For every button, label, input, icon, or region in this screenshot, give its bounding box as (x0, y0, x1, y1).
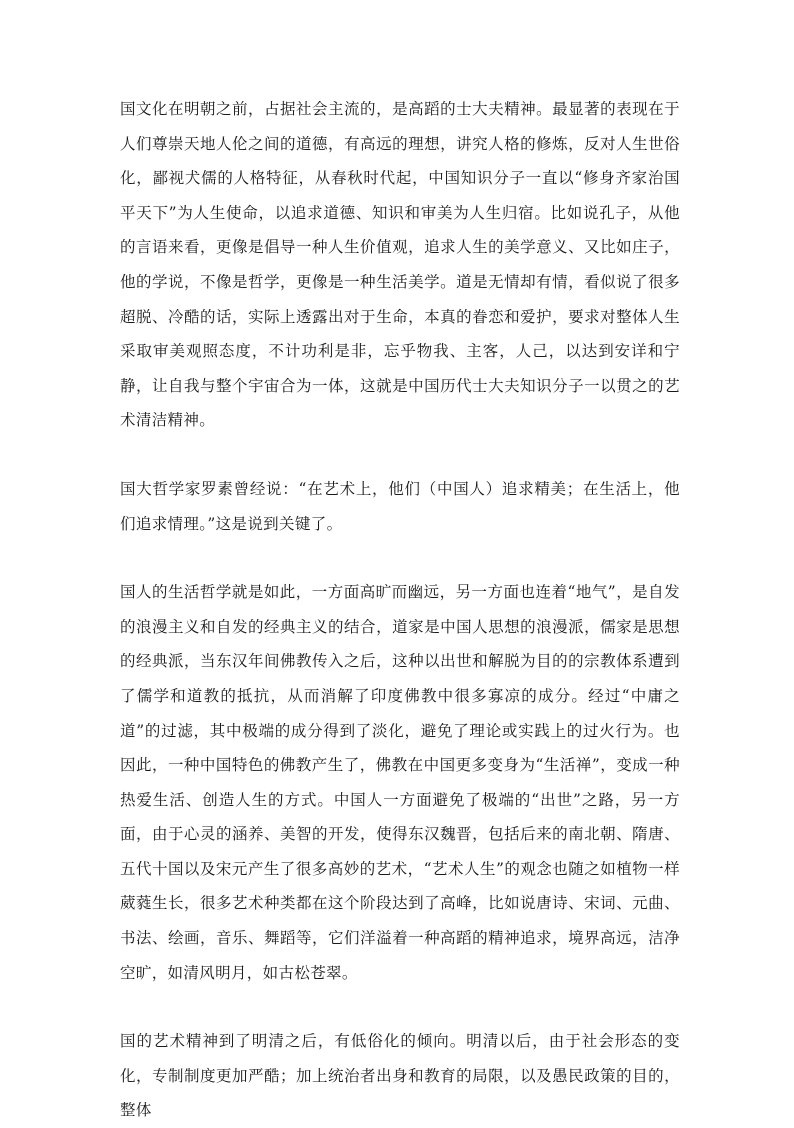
paragraph-2: 国大哲学家罗素曾经说：“在艺术上，他们（中国人）追求精美；在生活上，他们追求情理。”这是说到关键了。 (120, 479, 680, 533)
paragraph-1: 国文化在明朝之前，占据社会主流的，是高蹈的士大夫精神。最显著的表现在于人们尊崇天地人伦之间的道德，有高远的理想，讲究人格的修炼，反对人生世俗化，鄙视犬儒的人格特征，从春秋时代起，中国知识分子一直以“修身齐家治国平天下”为人生使命，以追求道德、知识和审美为人生归宿。比如说孔子，从他的言语来看，更像是倡导一种人生价值观，追求人生的美学意义、又比如庄子，他的学说，不像是哲学，更像是一种生活美学。道是无情却有情，看似说了很多超脱、冷酷的话，实际上透露出对于生命，本真的眷恋和爱护，要求对整体人生采取审美观照态度，不计功利是非，忘乎物我、主客，人己，以达到安详和宁静，让自我与整个宇宙合为一体，这就是中国历代士大夫知识分子一以贯之的艺术清洁精神。 (120, 100, 680, 430)
document-body (120, 92, 680, 1128)
paragraph-3: 国人的生活哲学就是如此，一方面高旷而幽远，另一方面也连着“地气”，是自发的浪漫主义和自发的经典主义的结合，道家是中国人思想的浪漫派，儒家是思想的经典派，当东汉年间佛教传入之后，这种以出世和解脱为目的的宗教体系遭到了儒学和道教的抵抗，从而消解了印度佛教中很多寡凉的成分。经过“中庸之道”的过滤，其中极端的成分得到了淡化，避免了理论或实践上的过火行为。也因此，一种中国特色的佛教产生了，佛教在中国更多变身为“生活禅”，变成一种热爱生活、创造人生的方式。中国人一方面避免了极端的“出世”之路，另一方面，由于心灵的涵养、美智的开发，使得东汉魏晋，包括后来的南北朝、隋唐、五代十国以及宋元产生了很多高妙的艺术，“艺术人生”的观念也随之如植物一样葳蕤生长，很多艺术种类都在这个阶段达到了高峰，比如说唐诗、宋词、元曲、书法、绘画，音乐、舞蹈等，它们洋溢着一种高蹈的精神追求，境界高远，洁净空旷，如清风明月，如古松苍翠。 (120, 583, 680, 982)
paragraph-4: 国的艺术精神到了明清之后，有低俗化的倾向。明清以后，由于社会形态的变化，专制制度更加严酷；加上统治者出身和教育的局限，以及愚民政策的目的，整体 (120, 1032, 680, 1120)
